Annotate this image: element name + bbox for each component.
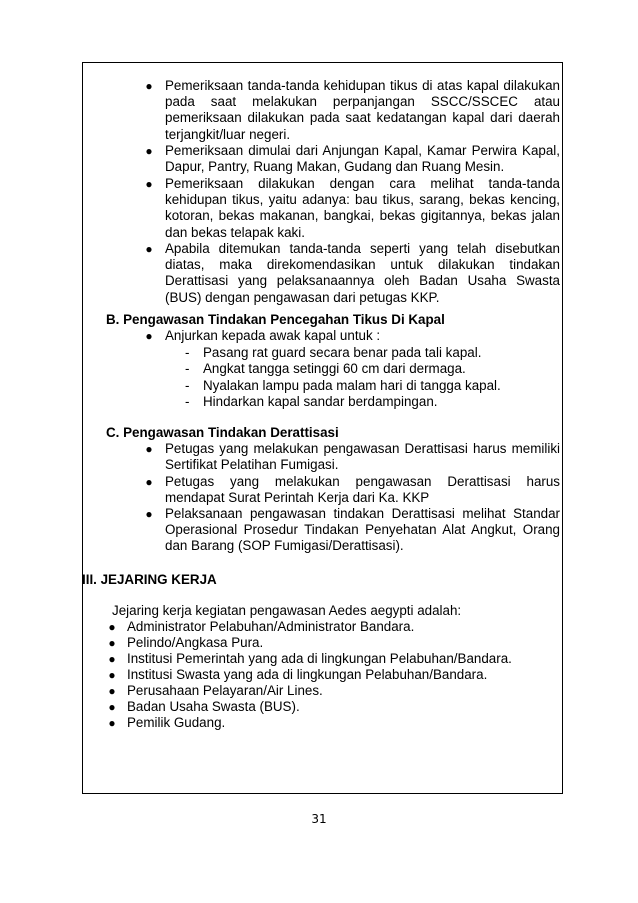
section-b-bullet: Anjurkan kepada awak kapal untuk : xyxy=(165,328,381,343)
derattisation-paragraph-2: Petugas yang melakukan pengawasan Derattisasi harus mendapat Surat Perintah Kerja dari Ka. KKP xyxy=(165,474,560,506)
section-iii-heading: III. JEJARING KERJA xyxy=(82,572,217,587)
network-item-6: Badan Usaha Swasta (BUS). xyxy=(127,699,300,714)
bullet-dot-icon: ● xyxy=(108,652,116,666)
bullet-dot-icon: ● xyxy=(145,329,153,343)
bullet-dot-icon: ● xyxy=(145,242,153,256)
network-item-2: Pelindo/Angkasa Pura. xyxy=(127,635,264,650)
derattisation-paragraph-3: Pelaksanaan pengawasan tindakan Derattisasi melihat Standar Operasional Prosedur Tindakan Penyehatan Alat Angkut, Orang dan Barang (SOP Fumigasi/Derattisasi). xyxy=(165,506,560,554)
bullet-dot-icon: ● xyxy=(145,442,153,456)
bullet-dot-icon: ● xyxy=(108,668,116,682)
bullet-dot-icon: ● xyxy=(108,684,116,698)
network-item-5: Perusahaan Pelayaran/Air Lines. xyxy=(127,683,323,698)
dash-icon: - xyxy=(185,378,190,393)
prevention-item-2: Angkat tangga setinggi 60 cm dari dermaga. xyxy=(203,361,466,376)
section-c-heading: C. Pengawasan Tindakan Derattisasi xyxy=(106,425,339,440)
inspection-paragraph-4: Apabila ditemukan tanda-tanda seperti yang telah disebutkan diatas, maka direkomendasikan untuk dilakukan tindakan Derattisasi yang pelaksanaannya oleh Badan Usaha Swasta (BUS) dengan pengawasan dari petugas KKP. xyxy=(165,241,560,305)
bullet-dot-icon: ● xyxy=(108,620,116,634)
network-item-3: Institusi Pemerintah yang ada di lingkungan Pelabuhan/Bandara. xyxy=(127,651,512,666)
bullet-dot-icon: ● xyxy=(145,79,153,93)
prevention-item-3: Nyalakan lampu pada malam hari di tangga kapal. xyxy=(203,378,501,393)
network-intro: Jejaring kerja kegiatan pengawasan Aedes aegypti adalah: xyxy=(112,603,462,618)
network-item-4: Institusi Swasta yang ada di lingkungan Pelabuhan/Bandara. xyxy=(127,667,488,682)
dash-icon: - xyxy=(185,394,190,409)
bullet-dot-icon: ● xyxy=(145,177,153,191)
bullet-dot-icon: ● xyxy=(145,144,153,158)
bullet-dot-icon: ● xyxy=(108,636,116,650)
inspection-paragraph-2: Pemeriksaan dimulai dari Anjungan Kapal, Kamar Perwira Kapal, Dapur, Pantry, Ruang Makan, Gudang dan Ruang Mesin. xyxy=(165,143,560,175)
prevention-item-4: Hindarkan kapal sandar berdampingan. xyxy=(203,394,438,409)
prevention-item-1: Pasang rat guard secara benar pada tali kapal. xyxy=(203,345,482,360)
bullet-dot-icon: ● xyxy=(145,507,153,521)
bullet-dot-icon: ● xyxy=(108,716,116,730)
page-number: 31 xyxy=(311,812,327,826)
network-item-1: Administrator Pelabuhan/Administrator Bandara. xyxy=(127,619,415,634)
section-b-heading: B. Pengawasan Tindakan Pencegahan Tikus Di Kapal xyxy=(106,312,445,327)
dash-icon: - xyxy=(185,345,190,360)
bullet-dot-icon: ● xyxy=(145,475,153,489)
bullet-dot-icon: ● xyxy=(108,700,116,714)
network-item-7: Pemilik Gudang. xyxy=(127,715,226,730)
inspection-paragraph-1: Pemeriksaan tanda-tanda kehidupan tikus di atas kapal dilakukan pada saat melakukan perpanjangan SSCC/SSCEC atau pemeriksaan dilakukan pada saat kedatangan kapal dari daerah terjangkit/luar negeri. xyxy=(165,78,560,142)
dash-icon: - xyxy=(185,361,190,376)
derattisation-paragraph-1: Petugas yang melakukan pengawasan Derattisasi harus memiliki Sertifikat Pelatihan Fumigasi. xyxy=(165,441,560,473)
inspection-paragraph-3: Pemeriksaan dilakukan dengan cara melihat tanda-tanda kehidupan tikus, yaitu adanya: bau tikus, sarang, bekas kencing, kotoran, bekas makanan, bangkai, bekas gigitannya, bekas jalan dan bekas telapak kaki. xyxy=(165,176,560,240)
